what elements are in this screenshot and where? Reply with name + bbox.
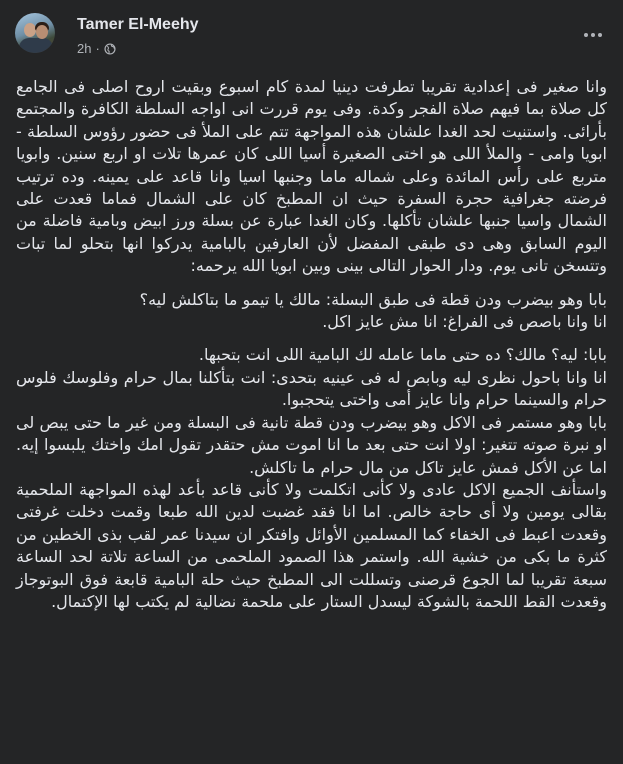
post-content: [16, 76, 607, 613]
post-header: [0, 0, 623, 70]
post-timestamp[interactable]: 2h: [77, 41, 92, 56]
avatar[interactable]: [15, 13, 55, 53]
post-paragraph-1: وانا صغير فى إعدادية تقريبا تطرفت دينيا لمدة كام اسبوع وبقيت اروح اصلى فى الجامع كل صلاة بما فيهم صلاة الفجر وكدة. وفى يوم قررت انى اواجه السلطة الكافرة والمجتمع بأرائى. واستنيت لحد الغدا علشان هذه المواجهة تتم على الملأ فى حضور رؤوس السلطة - ابويا وامى - والملأ اللى هو اختى الصغيرة أسيا اللى كان عمرها تلات او اربع سنين. وابويا متربع على رأس المائدة وعلى شماله ماما وجنبها اسيا وانا قاعد على يمينه. وده ترتيب فرضته جغرافية حجرة السفرة حيث ان المطبخ كان على الشمال فماما قعدت على الشمال واسيا جنبها علشان تأكلها. وكان الغدا عبارة عن بسلة ورز ابيض وبامية فاضلة من اليوم السابق وهى دى طبقى المفضل لأن العارفين بالبامية يدركوا انها بتحلو لما تبات وتتسخن تانى يوم. ودار الحوار التالى بينى وبين ابويا الله يرحمه:: [16, 77, 607, 276]
more-options-icon[interactable]: [581, 26, 605, 44]
post-meta: [77, 41, 116, 56]
post-paragraph-2: بابا وهو بيضرب ودن قطة فى طبق البسلة: مالك يا تيمو ما بتاكلش ليه؟ انا وانا باصص فى الفراغ: انا مش عايز اكل.: [139, 289, 607, 332]
globe-icon[interactable]: [104, 43, 116, 55]
post-paragraph-3: بابا: ليه؟ مالك؟ ده حتى ماما عامله لك البامية اللى انت بتحبها. انا وانا باحول نظرى ليه وبابص له فى عينيه بتحدى: انت بتأكلنا بمال حرام وفلوسك فلوس حرام والسينما حرام وانا عايز أمى واختى يتحجبوا. بابا وهو مستمر فى الاكل وهو بيضرب ودن قطة تانية فى البسلة ومن غير ما حتى يبص لى او نبرة صوته تتغير: اولا انت حتى بعد ما انا اموت مش حتقدر تقول امك واختك يلبسوا إيه. اما عن الأكل فمش عايز تاكل من مال حرام ما تاكلش. واستأنف الجميع الاكل عادى ولا كأنى اتكلمت ولا كأنى قاعد بأعد لهذه المواجهة الملحمية بقالى يومين ولا أى حاجة خالص. اما انا فقد غضبت لدين الله طبعا وقمت دخلت غرفتى وقعدت اعبط فى الخفاء كما المسلمين الأوائل وافتكر ان سيدنا عمر لقب بذى الخطين من كثرة ما بكى من خشية الله. واستمر هذا الصمود الملحمى من الساعة تلاتة لحد الساعة سبعة تقريبا لما الجوع قرصنى وتسللت الى المطبخ حيث حلة البامية قابعة فوق البوتوجاز وقعدت القط اللحمة بالشوكة ليسدل الستار على ملحمة نضالية لم يكتب لها الإكتمال.: [16, 345, 607, 611]
meta-separator: ·: [95, 41, 100, 56]
author-name[interactable]: Tamer El-Meehy: [77, 16, 199, 33]
